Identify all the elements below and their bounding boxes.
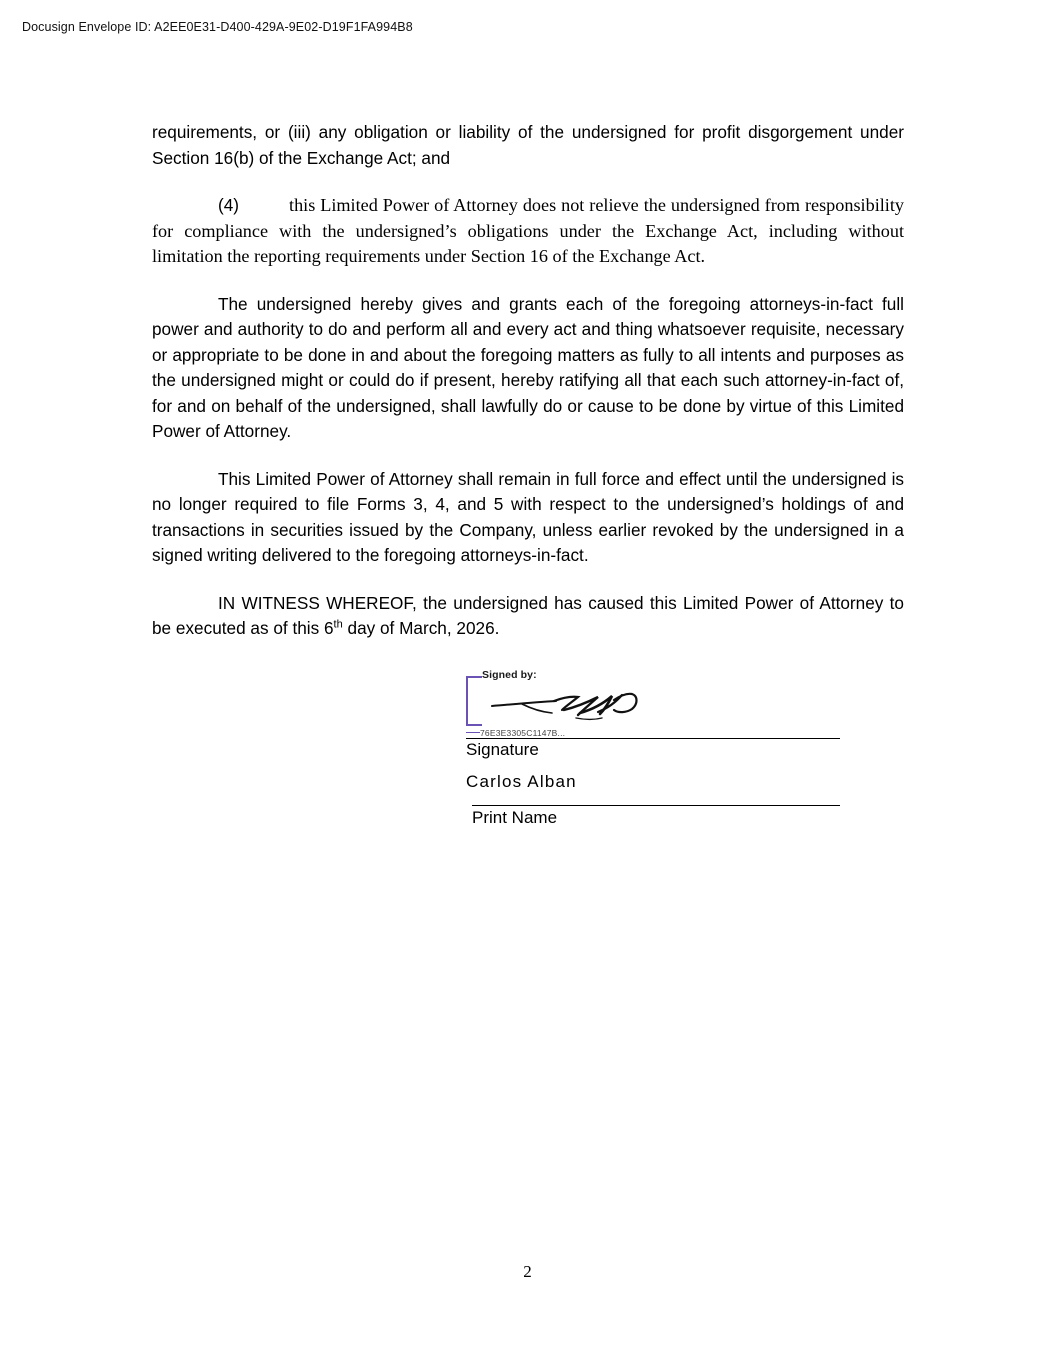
signature-caption: Signature xyxy=(466,740,539,759)
term-text: This Limited Power of Attorney shall remain in full force and effect until the undersigned is no longer required to file Forms 3, 4, and 5 with respect to the undersigned’s holdings of and transactions in securities issued by the Company, unless earlier revoked by the undersigned in a signed writing delivered to the foregoing attorneys-in-fact. xyxy=(152,468,904,565)
print-name-value: Carlos Alban xyxy=(466,772,577,791)
stamp-hash-dash xyxy=(466,732,480,733)
docusign-bracket-icon xyxy=(466,676,482,726)
paragraph-term-duration xyxy=(152,467,904,569)
signature-block xyxy=(466,669,846,827)
ordinal-suffix: th xyxy=(333,618,343,631)
document-body xyxy=(152,120,904,664)
paragraph-grant-of-authority xyxy=(152,292,904,445)
paragraph-clause-4 xyxy=(152,193,904,270)
envelope-id-header: Docusign Envelope ID: A2EE0E31-D400-429A-9E02-D19F1FA994B8 xyxy=(22,20,413,34)
clause-4-text: this Limited Power of Attorney does not relieve the undersigned from responsibility for compliance with the undersigned’s obligations under the Exchange Act, including without limitation the reporting requirements under Section 16 of the Exchange Act. xyxy=(152,195,904,266)
witness-tail: day of March, 2026. xyxy=(347,618,500,638)
docusign-signature-stamp xyxy=(466,669,840,740)
witness-body: the undersigned has caused this Limited Power of Attorney to be executed as of this 6 xyxy=(152,592,904,638)
grant-text: The undersigned hereby gives and grants each of the foregoing attorneys-in-fact full power and authority to do and perform all and every act and thing whatsoever requisite, necessary or appropriate to be done in and about the foregoing matters as fully to all intents and purposes as the undersigned might or could do if present, hereby ratifying all that each such attorney-in-fact of, for and on behalf of the undersigned, shall lawfully do or cause to be done by virtue of this Limited Power of Attorney. xyxy=(152,293,904,441)
clause-number: (4) xyxy=(218,195,240,215)
signature-rule xyxy=(466,738,840,739)
print-name-rule xyxy=(472,805,840,806)
paragraph-requirements: requirements, or (iii) any obligation or liability of the undersigned for profit disgorgement under Section 16(b) of the Exchange Act; and xyxy=(152,122,904,168)
signature-hash-id: 76E3E3305C1147B... xyxy=(480,728,566,738)
print-name-caption: Print Name xyxy=(472,808,558,827)
witness-lead: IN WITNESS WHEREOF, xyxy=(218,592,417,613)
signed-by-label: Signed by: xyxy=(482,669,537,681)
page-number: 2 xyxy=(523,1262,532,1281)
paragraph-in-witness-whereof xyxy=(152,591,904,642)
handwritten-signature-icon xyxy=(486,680,826,730)
